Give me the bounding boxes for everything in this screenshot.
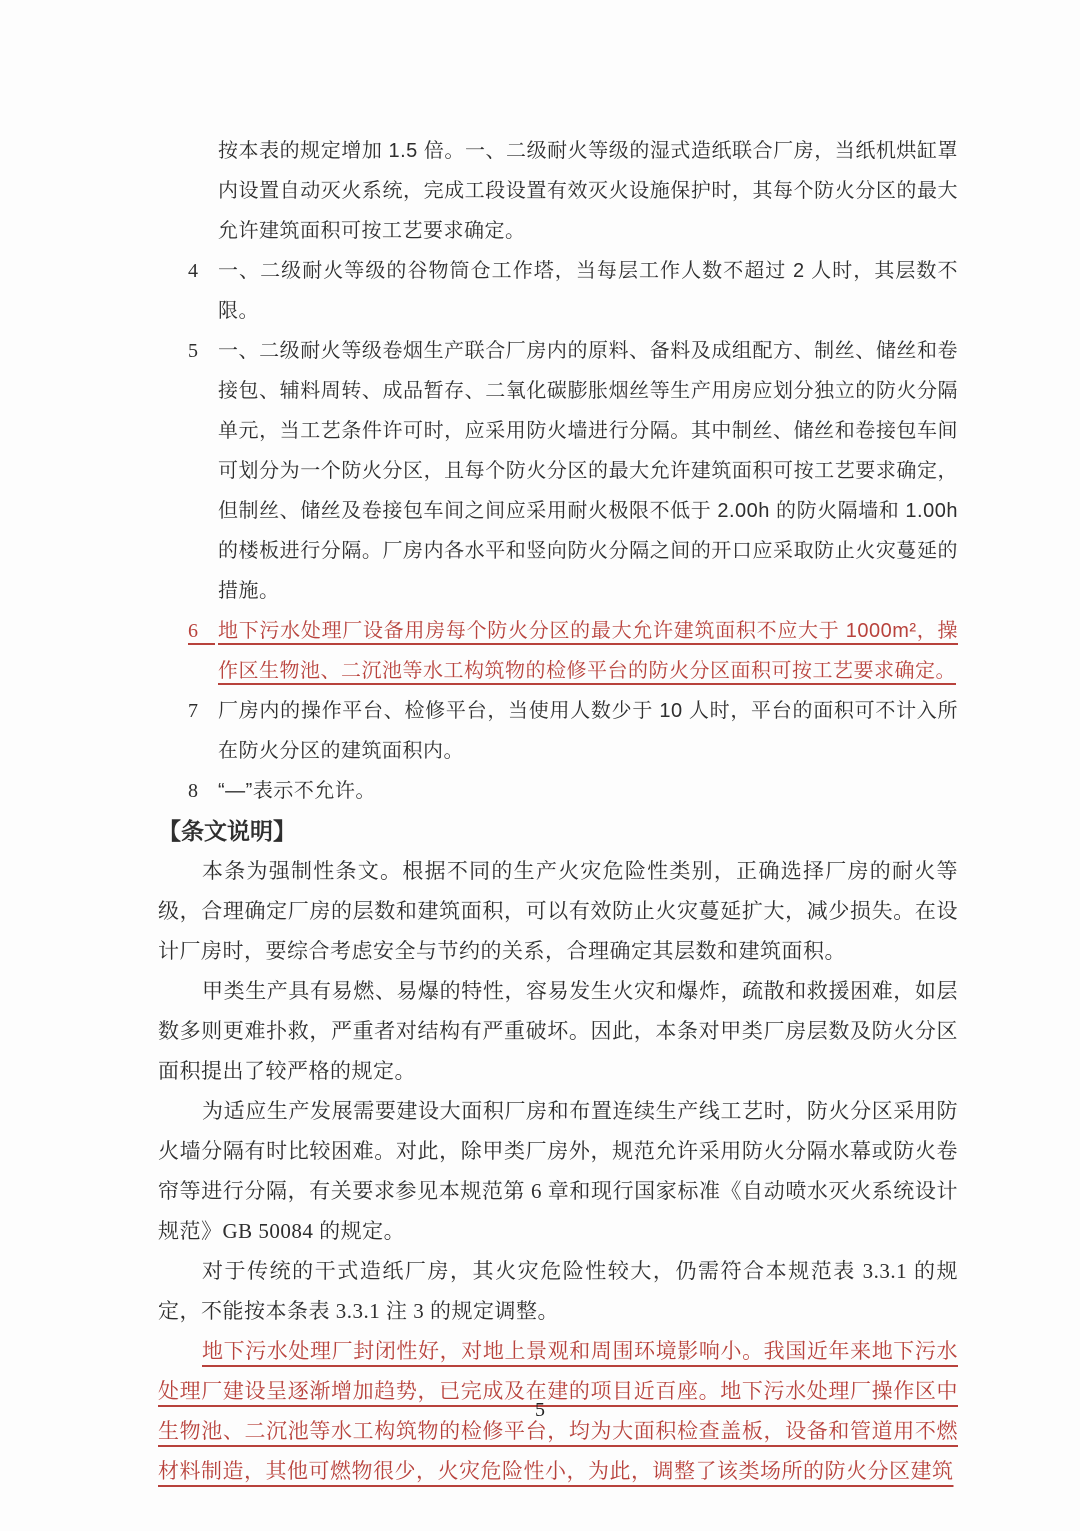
commentary-section: [158, 811, 958, 1491]
note-continuation: 按本表的规定增加 1.5 倍。一、二级耐火等级的湿式造纸联合厂房，当纸机烘缸罩内设置自动灭火系统，完成工段设置有效灭火设施保护时，其每个防火分区的最大允许建筑面积可按工艺要求确定。: [218, 140, 958, 242]
commentary-paragraph: 本条为强制性条文。根据不同的生产火灾危险性类别，正确选择厂房的耐火等级，合理确定厂房的层数和建筑面积，可以有效防止火灾蔓延扩大，减少损失。在设计厂房时，要综合考虑安全与节约的关系，合理确定其层数和建筑面积。: [158, 859, 958, 963]
commentary-paragraph: 对于传统的干式造纸厂房，其火灾危险性较大，仍需符合本规范表 3.3.1 的规定，不能按本条表 3.3.1 注 3 的规定调整。: [158, 1259, 958, 1323]
commentary-paragraph: 甲类生产具有易燃、易爆的特性，容易发生火灾和爆炸，疏散和救援困难，如层数多则更难扑救，严重者对结构有严重破坏。因此，本条对甲类厂房层数及防火分区面积提出了较严格的规定。: [158, 979, 958, 1083]
note-item-number: 6: [188, 620, 199, 642]
note-item-number: 7: [188, 700, 199, 722]
note-item-text: 厂房内的操作平台、检修平台，当使用人数少于 10 人时，平台的面积可不计入所在防火分区的建筑面积内。: [218, 700, 958, 762]
note-item-number: 4: [188, 260, 199, 282]
notes-section: [158, 131, 958, 811]
note-item-number: 8: [188, 780, 199, 802]
note-item-text: 一、二级耐火等级的谷物筒仓工作塔，当每层工作人数不超过 2 人时，其层数不限。: [218, 260, 958, 322]
note-item-text: “—”表示不允许。: [218, 780, 376, 802]
note-item-5: [158, 331, 958, 611]
note-item-7: [158, 691, 958, 771]
note-item-4: [158, 251, 958, 331]
commentary-heading: 【条文说明】: [158, 818, 296, 844]
note-item-text: 一、二级耐火等级卷烟生产联合厂房内的原料、备料及成组配方、制丝、储丝和卷接包、辅料周转、成品暂存、二氧化碳膨胀烟丝等生产用房应划分独立的防火分隔单元，当工艺条件许可时，应采用防火墙进行分隔。其中制丝、储丝和卷接包车间可划分为一个防火分区，且每个防火分区的最大允许建筑面积可按工艺要求确定，但制丝、储丝及卷接包车间之间应采用耐火极限不低于 2.00h 的防火隔墙和 1.00h 的楼板进行分隔。厂房内各水平和竖向防火分隔之间的开口应采取防止火灾蔓延的措施。: [218, 340, 958, 602]
note-item-number: 5: [188, 340, 199, 362]
page-content: [158, 131, 958, 1491]
page-number: 5: [535, 1399, 545, 1421]
commentary-paragraph-highlighted: 地下污水处理厂封闭性好，对地上景观和周围环境影响小。我国近年来地下污水处理厂建设呈逐渐增加趋势，已完成及在建的项目近百座。地下污水处理厂操作区中生物池、二沉池等水工构筑物的检修平台，均为大面积检查盖板，设备和管道用不燃材料制造，其他可燃物很少，火灾危险性小，为此，调整了该类场所的防火分区建筑: [158, 1339, 958, 1483]
note-item-8: [158, 771, 958, 811]
note-item-6-highlighted: [158, 611, 958, 691]
commentary-paragraph: 为适应生产发展需要建设大面积厂房和布置连续生产线工艺时，防火分区采用防火墙分隔有时比较困难。对此，除甲类厂房外，规范允许采用防火分隔水幕或防火卷帘等进行分隔，有关要求参见本规范第 6 章和现行国家标准《自动喷水灭火系统设计规范》GB 50084 的规定。: [158, 1099, 958, 1243]
note-item-text: 地下污水处理厂设备用房每个防火分区的最大允许建筑面积不应大于 1000m²，操作区生物池、二沉池等水工构筑物的检修平台的防火分区面积可按工艺要求确定。: [218, 620, 958, 682]
